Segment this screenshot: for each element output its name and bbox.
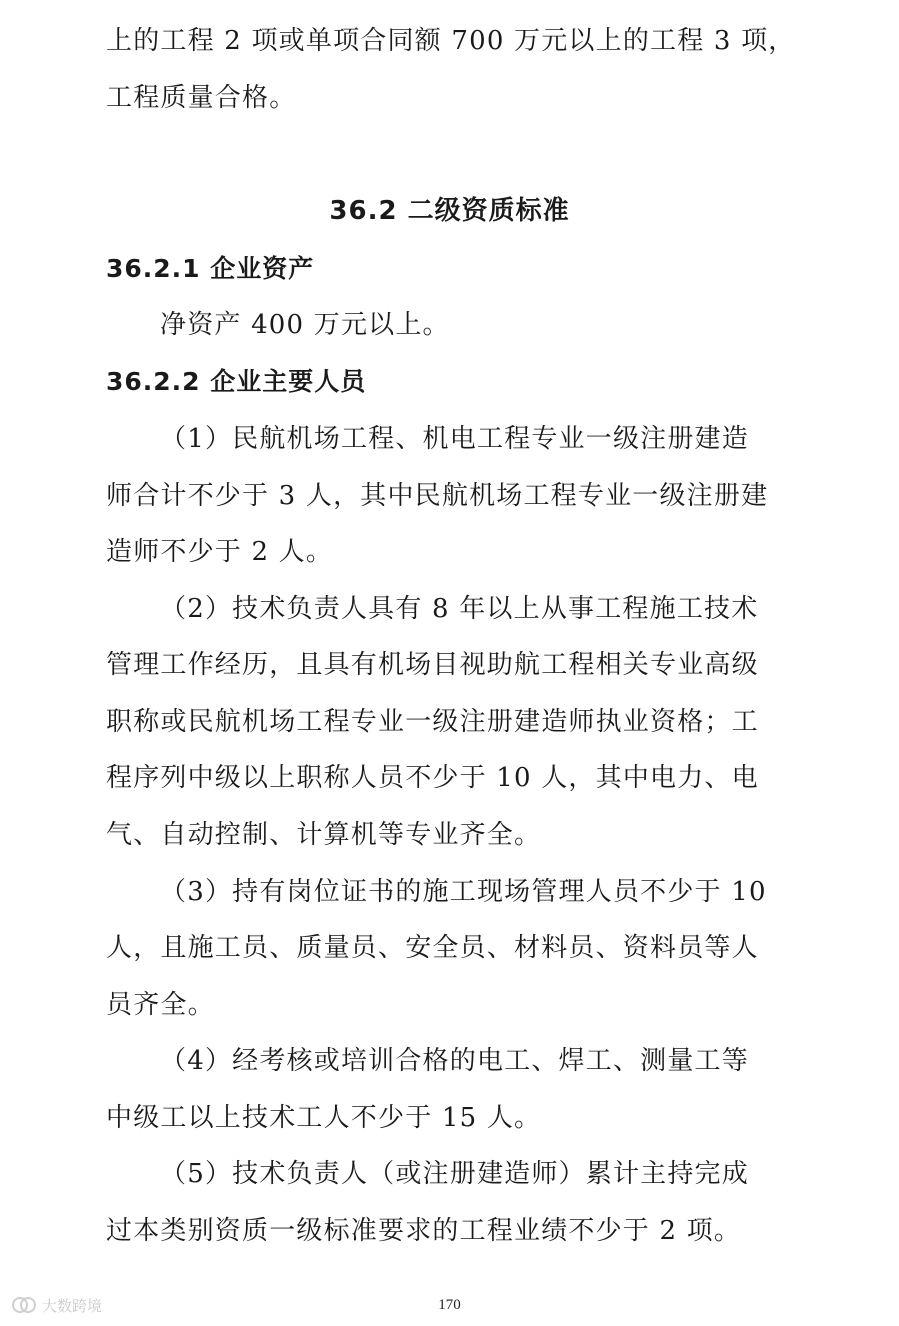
watermark-logo-icon <box>12 1294 36 1316</box>
list-item-line: （3）持有岗位证书的施工现场管理人员不少于 10 <box>160 877 767 907</box>
list-item-line: （5）技术负责人（或注册建造师）累计主持完成 <box>160 1159 749 1189</box>
list-item-line: 过本类别资质一级标准要求的工程业绩不少于 2 项。 <box>106 1216 742 1246</box>
paragraph-line: 上的工程 2 项或单项合同额 700 万元以上的工程 3 项， <box>106 26 796 56</box>
list-item-line: 员齐全。 <box>106 990 215 1020</box>
list-item-line: 人，且施工员、质量员、安全员、材料员、资料员等人 <box>106 933 759 963</box>
page-number: 170 <box>438 1297 461 1313</box>
section-heading: 36.2 二级资质标准 <box>329 196 570 226</box>
list-item-line: 气、自动控制、计算机等专业齐全。 <box>106 820 542 850</box>
list-item-line: 中级工以上技术工人不少于 15 人。 <box>106 1103 542 1133</box>
list-item-line: （2）技术负责人具有 8 年以上从事工程施工技术 <box>160 594 759 624</box>
subsection-heading: 36.2.2 企业主要人员 <box>106 367 367 396</box>
list-item-line: 职称或民航机场工程专业一级注册建造师执业资格；工 <box>106 707 759 737</box>
list-item-line: （4）经考核或培训合格的电工、焊工、测量工等 <box>160 1046 749 1076</box>
list-item-line: 师合计不少于 3 人，其中民航机场工程专业一级注册建 <box>106 481 769 511</box>
subsection-heading: 36.2.1 企业资产 <box>106 254 315 283</box>
list-item-line: （1）民航机场工程、机电工程专业一级注册建造 <box>160 424 749 454</box>
paragraph-line: 工程质量合格。 <box>106 83 297 113</box>
watermark <box>12 1294 102 1316</box>
list-item-line: 程序列中级以上职称人员不少于 10 人，其中电力、电 <box>106 763 759 793</box>
list-item-line: 管理工作经历，且具有机场目视助航工程相关专业高级 <box>106 650 759 680</box>
list-item-line: 造师不少于 2 人。 <box>106 537 334 567</box>
watermark-text: 大数跨境 <box>42 1296 103 1315</box>
paragraph-line: 净资产 400 万元以上。 <box>160 310 450 340</box>
